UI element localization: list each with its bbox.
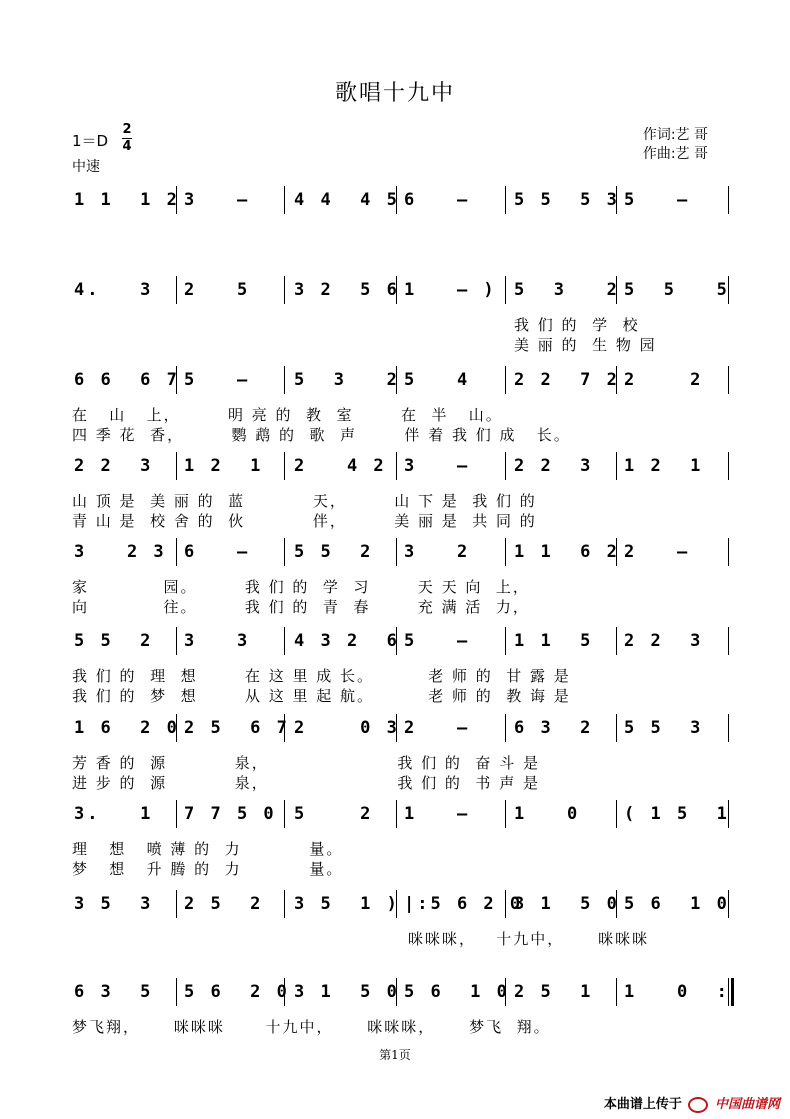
bar-line	[505, 538, 506, 566]
measure-notes: 5 5 5 3	[514, 190, 620, 210]
measure-notes: 2 2 3	[74, 456, 154, 476]
measure-notes: 3 3	[184, 631, 251, 651]
bar-line	[396, 538, 397, 566]
bar-line	[396, 800, 397, 828]
measure-notes: 3 5 1 )	[294, 894, 400, 914]
measure-notes: 6 –	[184, 542, 251, 562]
lyricist-credit: 作词:艺 哥	[642, 127, 708, 143]
credits	[643, 126, 708, 164]
measure-notes: 5 5 2	[74, 631, 154, 651]
measure-notes: 6 3 5	[74, 982, 154, 1002]
bar-line	[284, 538, 285, 566]
measure-notes: 3 1 5 0	[294, 982, 400, 1002]
final-repeat-bar	[731, 978, 734, 1006]
bar-line	[176, 890, 177, 918]
bar-line	[728, 538, 729, 566]
key-signature: 1＝D	[72, 132, 109, 150]
measure-notes: 1 6 2 0	[74, 718, 180, 738]
lyrics-verse-1: 理 想 喷 薄 的 力 量。	[72, 840, 344, 858]
bar-line	[505, 452, 506, 480]
measure-notes: ( 1 5 1	[624, 804, 730, 824]
bar-line	[616, 978, 617, 1006]
tempo-marking: 中速	[72, 159, 100, 175]
lyrics-verse-1: 家 园。 我 们 的 学 习 天 天 向 上，	[72, 578, 530, 596]
brand-name: 中国曲谱网	[714, 1097, 780, 1112]
measure-notes: 2 5 2	[184, 894, 264, 914]
lyrics-verse-2: 进 步 的 源 泉， 我 们 的 书 声 是	[72, 774, 540, 792]
measure-notes: 5 –	[184, 370, 251, 390]
time-signature-top: 2	[122, 122, 132, 137]
measure-notes: 1 0	[514, 804, 581, 824]
lyrics-verse-1: 在 山 上， 明 亮 的 教 室 在 半 山。	[72, 406, 503, 424]
measure-notes: 6 3 2	[514, 718, 594, 738]
measure-notes: 4 3 2 6	[294, 631, 400, 651]
lyrics-verse-2: 青 山 是 校 舍 的 伙 伴， 美 丽 是 共 同 的	[72, 512, 537, 530]
bar-line	[176, 978, 177, 1006]
measure-notes: 3 1 5 0	[514, 894, 620, 914]
measure-notes: 5 5 3	[624, 718, 704, 738]
bar-line	[728, 452, 729, 480]
measure-notes: 3 2	[404, 542, 471, 562]
bar-line	[728, 627, 729, 655]
bar-line	[284, 890, 285, 918]
bar-line	[728, 714, 729, 742]
site-watermark	[604, 1093, 780, 1113]
measure-notes: 5 6 1 0	[404, 982, 510, 1002]
bar-line	[176, 800, 177, 828]
measure-notes: 3 2 5 6	[294, 280, 400, 300]
bar-line	[505, 714, 506, 742]
measure-notes: 2 –	[624, 542, 691, 562]
lyrics-verse-1: 芳 香 的 源 泉， 我 们 的 奋 斗 是	[72, 754, 540, 772]
measure-notes: 2 5	[184, 280, 251, 300]
measure-notes: 1 0 :	[624, 982, 730, 1002]
lyrics-verse-1: 山 顶 是 美 丽 的 蓝 天， 山 下 是 我 们 的	[72, 492, 537, 510]
bar-line	[505, 800, 506, 828]
bar-line	[284, 627, 285, 655]
measure-notes: 5 5 5	[624, 280, 730, 300]
bar-line	[284, 276, 285, 304]
measure-notes: 2 5 1	[514, 982, 594, 1002]
bar-line	[284, 452, 285, 480]
measure-notes: 5 4	[404, 370, 471, 390]
bar-line	[396, 452, 397, 480]
measure-notes: 1 1 5	[514, 631, 594, 651]
measure-notes: 3 –	[184, 190, 251, 210]
bar-line	[176, 452, 177, 480]
measure-notes: 6 6 6 7	[74, 370, 180, 390]
lyrics-verse-2: 四 季 花 香， 鹦 鹉 的 歌 声 伴 着 我 们 成 长。	[72, 426, 571, 444]
measure-notes: 1 2 1	[184, 456, 264, 476]
measure-notes: 2 2 7 2	[514, 370, 620, 390]
measure-notes: 1 2 1	[624, 456, 704, 476]
measure-notes: 5 –	[404, 631, 471, 651]
bar-line	[616, 800, 617, 828]
measure-notes: 2 5 6 7	[184, 718, 290, 738]
page-number: 第1页	[379, 1048, 411, 1062]
bar-line	[176, 276, 177, 304]
measure-notes: 3 5 3	[74, 894, 154, 914]
measure-notes: 1 1 6 2	[514, 542, 620, 562]
measure-notes: 5 5 2	[294, 542, 374, 562]
measure-notes: 6 –	[404, 190, 471, 210]
bar-line	[284, 800, 285, 828]
measure-notes: 5 6 1 0	[624, 894, 730, 914]
bar-line	[505, 366, 506, 394]
bar-line	[616, 452, 617, 480]
lyrics-verse-2: 梦 想 升 腾 的 力 量。	[72, 860, 344, 878]
measure-notes: 2 2 3	[514, 456, 594, 476]
measure-notes: 3. 1	[74, 804, 154, 824]
measure-notes: 7 7 5 0	[184, 804, 277, 824]
bar-line	[284, 366, 285, 394]
bar-line	[616, 714, 617, 742]
measure-notes: 1 – )	[404, 280, 497, 300]
measure-notes: 3 –	[404, 456, 471, 476]
measure-notes: 3 2 3	[74, 542, 167, 562]
bar-line	[176, 627, 177, 655]
composer-credit: 作曲:艺 哥	[642, 146, 708, 162]
measure-notes: 1 –	[404, 804, 471, 824]
measure-notes: 4 4 4 5	[294, 190, 400, 210]
measure-notes: 2 0 3	[294, 718, 400, 738]
song-title: 歌唱十九中	[334, 81, 455, 106]
lyrics-verse-2: 我 们 的 梦 想 从 这 里 起 航。 老 师 的 教 诲 是	[72, 687, 571, 705]
bar-line	[728, 186, 729, 214]
measure-notes: 5 6 2 0	[184, 982, 290, 1002]
time-signature-bottom: 4	[122, 139, 132, 154]
measure-notes: 2 4 2	[294, 456, 387, 476]
bar-line	[505, 276, 506, 304]
measure-notes: 5 –	[624, 190, 691, 210]
measure-notes: 2 2	[624, 370, 704, 390]
bar-line	[505, 186, 506, 214]
lyrics-verse-1: 咪咪咪， 十九中， 咪咪咪	[408, 930, 650, 948]
site-logo-icon	[688, 1097, 708, 1113]
lyrics-verse-1: 我 们 的 理 想 在 这 里 成 长。 老 师 的 甘 露 是	[72, 667, 571, 685]
bar-line	[284, 186, 285, 214]
lyrics-verse-2: 美 丽 的 生 物 园	[514, 336, 657, 354]
lyrics-verse-2: 向 往。 我 们 的 青 春 充 满 活 力，	[72, 598, 530, 616]
measure-notes: 5 2	[294, 804, 374, 824]
measure-notes: |:5 6 2 0	[404, 894, 524, 914]
lyrics-verse-1: 梦飞翔， 咪咪咪 十九中， 咪咪咪， 梦飞 翔。	[72, 1018, 551, 1036]
measure-notes: 5 3 2	[294, 370, 400, 390]
measure-notes: 1 1 1 2	[74, 190, 180, 210]
upload-text: 本曲谱上传于	[603, 1097, 682, 1112]
bar-line	[728, 366, 729, 394]
bar-line	[505, 627, 506, 655]
measure-notes: 4. 3	[74, 280, 154, 300]
lyrics-verse-1: 我 们 的 学 校	[514, 316, 640, 334]
measure-notes: 5 3 2	[514, 280, 620, 300]
bar-line	[176, 538, 177, 566]
measure-notes: 2 2 3	[624, 631, 704, 651]
bar-line	[616, 627, 617, 655]
time-signature	[122, 124, 132, 153]
measure-notes: 2 –	[404, 718, 471, 738]
